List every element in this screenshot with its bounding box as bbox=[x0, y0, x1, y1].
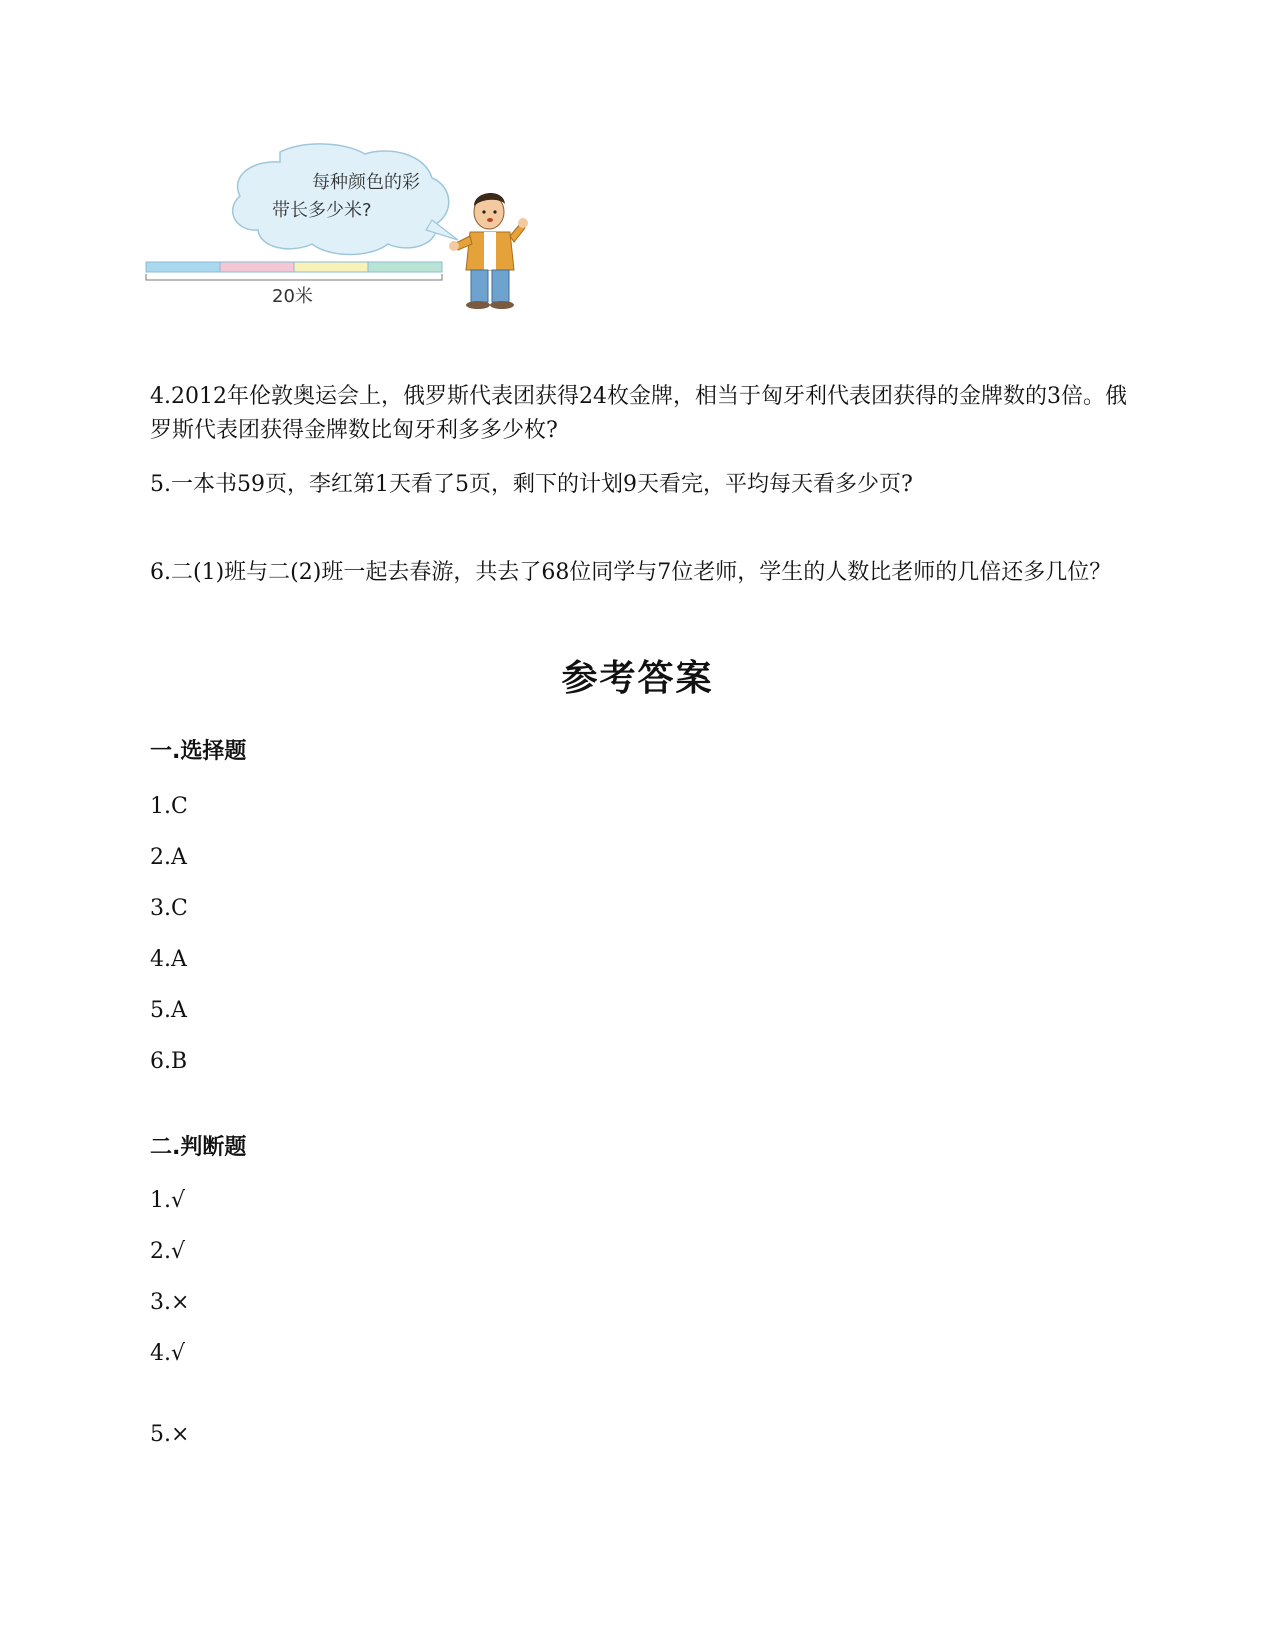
answer-item: 3.C bbox=[150, 896, 188, 921]
ribbon-segment-2 bbox=[220, 262, 294, 272]
answer-item: 2.A bbox=[150, 845, 187, 870]
ribbon-segment-3 bbox=[294, 262, 368, 272]
answer-item: 1.√ bbox=[150, 1188, 186, 1213]
ribbon-segment-4 bbox=[368, 262, 442, 272]
ribbon-bar bbox=[146, 262, 442, 307]
question-5: 5.一本书59页，李红第1天看了5页，剩下的计划9天看完，平均每天看多少页? bbox=[150, 472, 913, 497]
question-4: 4.2012年伦敦奥运会上，俄罗斯代表团获得24枚金牌，相当于匈牙利代表团获得的金牌数的3倍。俄罗斯代表团获得金牌数比匈牙利多多少枚? bbox=[150, 384, 1127, 443]
bubble-text-line1: 每种颜色的彩 bbox=[312, 172, 420, 193]
section-heading-judgement: 二.判断题 bbox=[150, 1135, 247, 1160]
question-6: 6.二(1)班与二(2)班一起去春游，共去了68位同学与7位老师，学生的人数比老师的几倍还多几位？ bbox=[150, 560, 1112, 585]
answer-item: 3.× bbox=[150, 1290, 190, 1315]
bar-length-label: 20米 bbox=[272, 286, 313, 307]
answer-item: 4.√ bbox=[150, 1341, 186, 1366]
answer-item: 5.A bbox=[150, 998, 187, 1023]
answer-item: 2.√ bbox=[150, 1239, 186, 1264]
speech-bubble bbox=[233, 144, 458, 255]
length-brace bbox=[146, 274, 442, 280]
bubble-text-line2: 带长多少米? bbox=[272, 200, 372, 221]
answer-title: 参考答案 bbox=[561, 657, 714, 699]
boy-figure bbox=[449, 193, 528, 309]
answer-item: 6.B bbox=[150, 1049, 188, 1074]
ribbon-segment-1 bbox=[146, 262, 220, 272]
answer-item: 1.C bbox=[150, 794, 188, 819]
section-heading-choice: 一.选择题 bbox=[150, 739, 247, 764]
answer-item: 5.× bbox=[150, 1422, 190, 1447]
answer-item: 4.A bbox=[150, 947, 187, 972]
ribbon-illustration bbox=[140, 140, 560, 330]
